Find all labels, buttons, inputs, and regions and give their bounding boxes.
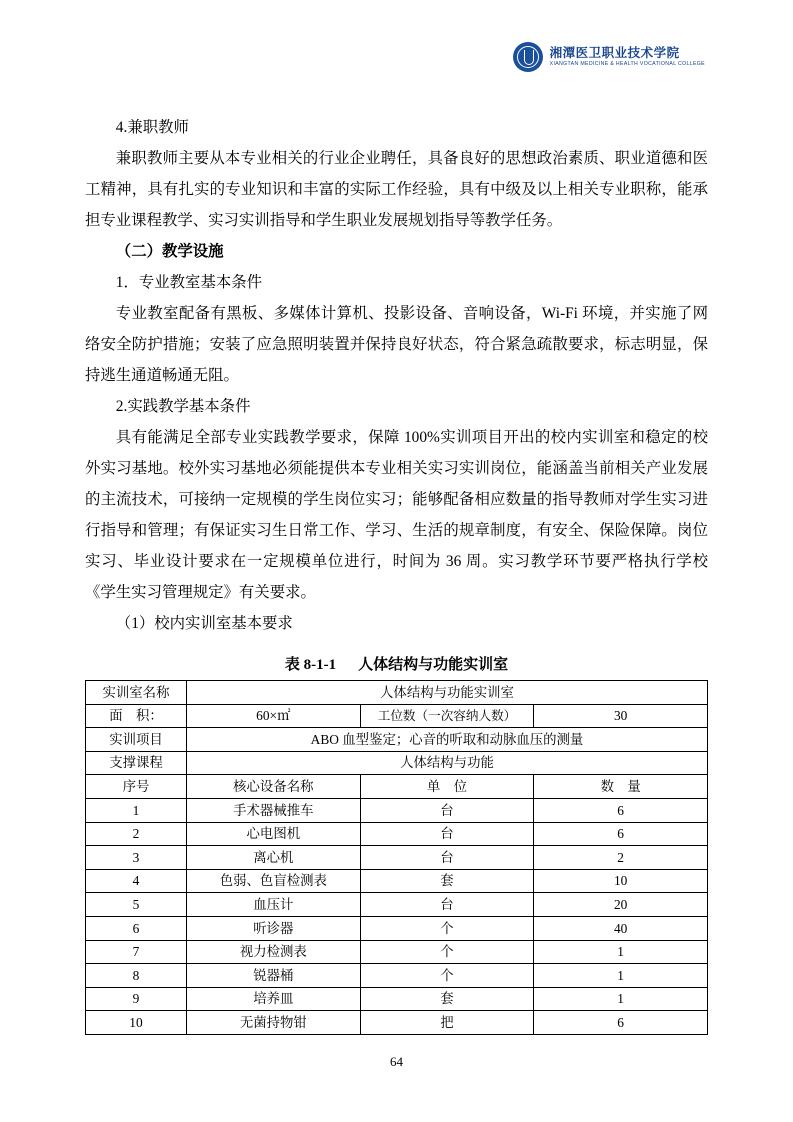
label-area: 面 积： bbox=[86, 704, 187, 728]
cell-no: 9 bbox=[86, 987, 187, 1011]
table-row bbox=[86, 798, 708, 822]
cell-no: 4 bbox=[86, 869, 187, 893]
label-lab-name: 实训室名称 bbox=[86, 681, 187, 705]
cell-equipment-name: 色弱、色盲检测表 bbox=[187, 869, 361, 893]
heading-practice-conditions: 2.实践教学基本条件 bbox=[115, 398, 251, 415]
cell-quantity: 10 bbox=[534, 869, 708, 893]
table-row bbox=[86, 869, 708, 893]
cell-quantity: 20 bbox=[534, 893, 708, 917]
cell-quantity: 6 bbox=[534, 1011, 708, 1035]
cell-quantity: 6 bbox=[534, 798, 708, 822]
column-header-equipment-name: 核心设备名称 bbox=[187, 775, 361, 799]
page-content bbox=[85, 112, 708, 1035]
value-workstations: 30 bbox=[534, 704, 708, 728]
cell-no: 1 bbox=[86, 798, 187, 822]
table-row bbox=[86, 916, 708, 940]
table-row-training-items bbox=[86, 728, 708, 752]
cell-quantity: 1 bbox=[534, 987, 708, 1011]
cell-equipment-name: 视力检测表 bbox=[187, 940, 361, 964]
cell-unit: 个 bbox=[360, 916, 534, 940]
cell-equipment-name: 离心机 bbox=[187, 846, 361, 870]
cell-equipment-name: 手术器械推车 bbox=[187, 798, 361, 822]
value-lab-name: 人体结构与功能实训室 bbox=[187, 681, 708, 705]
cell-quantity: 6 bbox=[534, 822, 708, 846]
table-row bbox=[86, 1011, 708, 1035]
label-workstations: 工位数（一次容纳人数） bbox=[360, 704, 534, 728]
para-practice-conditions: 具有能满足全部专业实践教学要求，保障 100%实训项目开出的校内实训室和稳定的校外实习基地。校外实习基地必须能提供本专业相关实习实训岗位，能涵盖当前相关产业发展的主流技术，可接纳一定规模的学生岗位实习；能够配备相应数量的指导教师对学生实习进行指导和管理；有保证实习生日常工作、学习、生活的规章制度，有安全、保险保障。岗位实习、毕业设计要求在一定规模单位进行，时间为 36 周。实习教学环节要严格执行学校《学生实习管理规定》有关要求。 bbox=[85, 429, 708, 601]
cell-equipment-name: 血压计 bbox=[187, 893, 361, 917]
table-row bbox=[86, 940, 708, 964]
para-part-time-teachers: 兼职教师主要从本专业相关的行业企业聘任，具备良好的思想政治素质、职业道德和医工精神，具有扎实的专业知识和丰富的实际工作经验，具有中级及以上相关专业职称，能承 担专业课程教学、实习实训指导和学生职业发展规划指导等教学任务。 bbox=[85, 150, 708, 229]
cell-unit: 套 bbox=[360, 987, 534, 1011]
label-training-items: 实训项目 bbox=[86, 728, 187, 752]
table-row-supported-course bbox=[86, 751, 708, 775]
cell-unit: 个 bbox=[360, 964, 534, 988]
para-classroom-conditions: 专业教室配备有黑板、多媒体计算机、投影设备、音响设备，Wi-Fi 环境，并实施了网络安全防护措施；安装了应急照明装置并保持良好状态，符合紧急疏散要求，标志明显，保持逃生通道畅通无阻。 bbox=[85, 305, 708, 384]
heading-teaching-facilities: （二）教学设施 bbox=[115, 243, 224, 260]
table-caption bbox=[85, 653, 708, 674]
column-header-no: 序号 bbox=[86, 775, 187, 799]
logo-chinese-name: 湘潭医卫职业技术学院 bbox=[549, 46, 680, 61]
column-header-unit: 单 位 bbox=[360, 775, 534, 799]
cell-no: 8 bbox=[86, 964, 187, 988]
table-row bbox=[86, 846, 708, 870]
cell-quantity: 1 bbox=[534, 964, 708, 988]
cell-no: 3 bbox=[86, 846, 187, 870]
cell-quantity: 1 bbox=[534, 940, 708, 964]
value-supported-course: 人体结构与功能 bbox=[187, 751, 708, 775]
cell-unit: 台 bbox=[360, 798, 534, 822]
cell-no: 7 bbox=[86, 940, 187, 964]
cell-equipment-name: 听诊器 bbox=[187, 916, 361, 940]
heading-lab-requirements: （1）校内实训室基本要求 bbox=[115, 615, 293, 632]
cell-quantity: 2 bbox=[534, 846, 708, 870]
cell-equipment-name: 心电图机 bbox=[187, 822, 361, 846]
table-row bbox=[86, 987, 708, 1011]
table-row bbox=[86, 964, 708, 988]
heading-part-time-teachers: 4.兼职教师 bbox=[115, 119, 189, 136]
cell-equipment-name: 培养皿 bbox=[187, 987, 361, 1011]
value-area: 60×㎡ bbox=[187, 704, 361, 728]
value-training-items: ABO 血型鉴定；心音的听取和动脉血压的测量 bbox=[187, 728, 708, 752]
cell-no: 10 bbox=[86, 1011, 187, 1035]
table-row bbox=[86, 893, 708, 917]
cell-no: 6 bbox=[86, 916, 187, 940]
table-caption-title: 人体结构与功能实训室 bbox=[358, 657, 509, 673]
table-row-area bbox=[86, 704, 708, 728]
page-number: 64 bbox=[390, 1054, 403, 1069]
cell-no: 5 bbox=[86, 893, 187, 917]
cell-unit: 台 bbox=[360, 893, 534, 917]
cell-equipment-name: 无菌持物钳 bbox=[187, 1011, 361, 1035]
college-emblem-icon bbox=[513, 42, 543, 72]
page-footer bbox=[0, 1054, 793, 1070]
cell-quantity: 40 bbox=[534, 916, 708, 940]
logo-english-name: XIANGTAN MEDICINE & HEALTH VOCATIONAL COLLEGE bbox=[549, 60, 705, 67]
cell-unit: 台 bbox=[360, 846, 534, 870]
table-row-lab-name bbox=[86, 681, 708, 705]
table-caption-number: 表 8-1-1 bbox=[284, 657, 337, 673]
table-header-row bbox=[86, 775, 708, 799]
cell-equipment-name: 锐器桶 bbox=[187, 964, 361, 988]
heading-classroom-conditions: 1．专业教室基本条件 bbox=[115, 274, 263, 291]
cell-no: 2 bbox=[86, 822, 187, 846]
cell-unit: 套 bbox=[360, 869, 534, 893]
logo-text-block bbox=[550, 46, 705, 67]
college-logo bbox=[513, 42, 705, 72]
cell-unit: 台 bbox=[360, 822, 534, 846]
table-row bbox=[86, 822, 708, 846]
label-supported-course: 支撑课程 bbox=[86, 751, 187, 775]
cell-unit: 把 bbox=[360, 1011, 534, 1035]
cell-unit: 个 bbox=[360, 940, 534, 964]
column-header-quantity: 数 量 bbox=[534, 775, 708, 799]
lab-equipment-table bbox=[85, 680, 708, 1035]
